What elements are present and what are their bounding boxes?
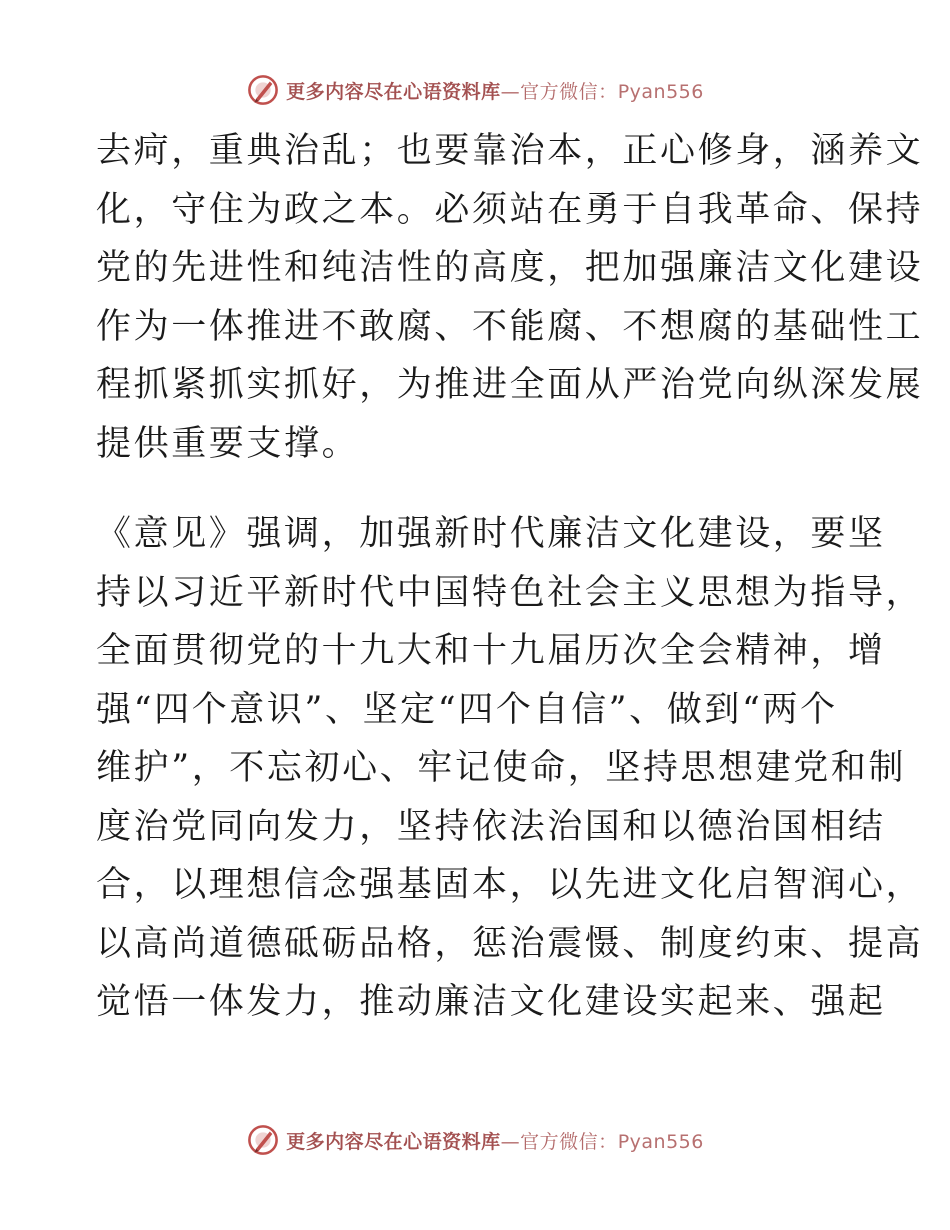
watermark-text: 更多内容尽在心语资料库—官方微信：Pyan556 <box>286 80 704 103</box>
text-line: 去疴，重典治乱；也要靠治本，正心修身，涵养文 <box>96 131 924 171</box>
text-line: 觉悟一体发力，推动廉洁文化建设实起来、强起 <box>96 982 886 1022</box>
text-line: 维护”，不忘初心、牢记使命，坚持思想建党和制 <box>96 748 907 788</box>
header-watermark-banner <box>0 70 950 110</box>
pen-logo-icon <box>246 1123 280 1157</box>
watermark-text: 更多内容尽在心语资料库—官方微信：Pyan556 <box>286 1130 704 1153</box>
text-line: 持以习近平新时代中国特色社会主义思想为指导， <box>96 572 924 613</box>
document-body <box>96 122 924 1032</box>
text-line: 合，以理想信念强基固本，以先进文化启智润心， <box>96 865 924 905</box>
text-line: 作为一体推进不敢腐、不能腐、不想腐的基础性工 <box>96 306 924 347</box>
text-line: 强“四个意识”、坚定“四个自信”、做到“两个 <box>96 689 838 730</box>
text-line: 化，守住为政之本。必须站在勇于自我革命、保持 <box>96 189 924 230</box>
text-line: 全面贯彻党的十九大和十九届历次全会精神，增 <box>96 631 886 671</box>
paragraph-2 <box>96 505 924 1032</box>
text-line: 程抓紧抓实抓好，为推进全面从严治党向纵深发展 <box>96 365 924 405</box>
text-line: 以高尚道德砥砺品格，惩治震慑、制度约束、提高 <box>96 923 924 964</box>
paragraph-1 <box>96 122 924 473</box>
pen-logo-icon <box>246 73 280 107</box>
text-line: 《意见》强调，加强新时代廉洁文化建设，要坚 <box>96 514 886 554</box>
footer-watermark-banner <box>0 1120 950 1160</box>
text-line: 党的先进性和纯洁性的高度，把加强廉洁文化建设 <box>96 248 924 288</box>
text-line: 度治党同向发力，坚持依法治国和以德治国相结 <box>96 806 886 847</box>
text-line: 提供重要支撑。 <box>96 423 360 464</box>
